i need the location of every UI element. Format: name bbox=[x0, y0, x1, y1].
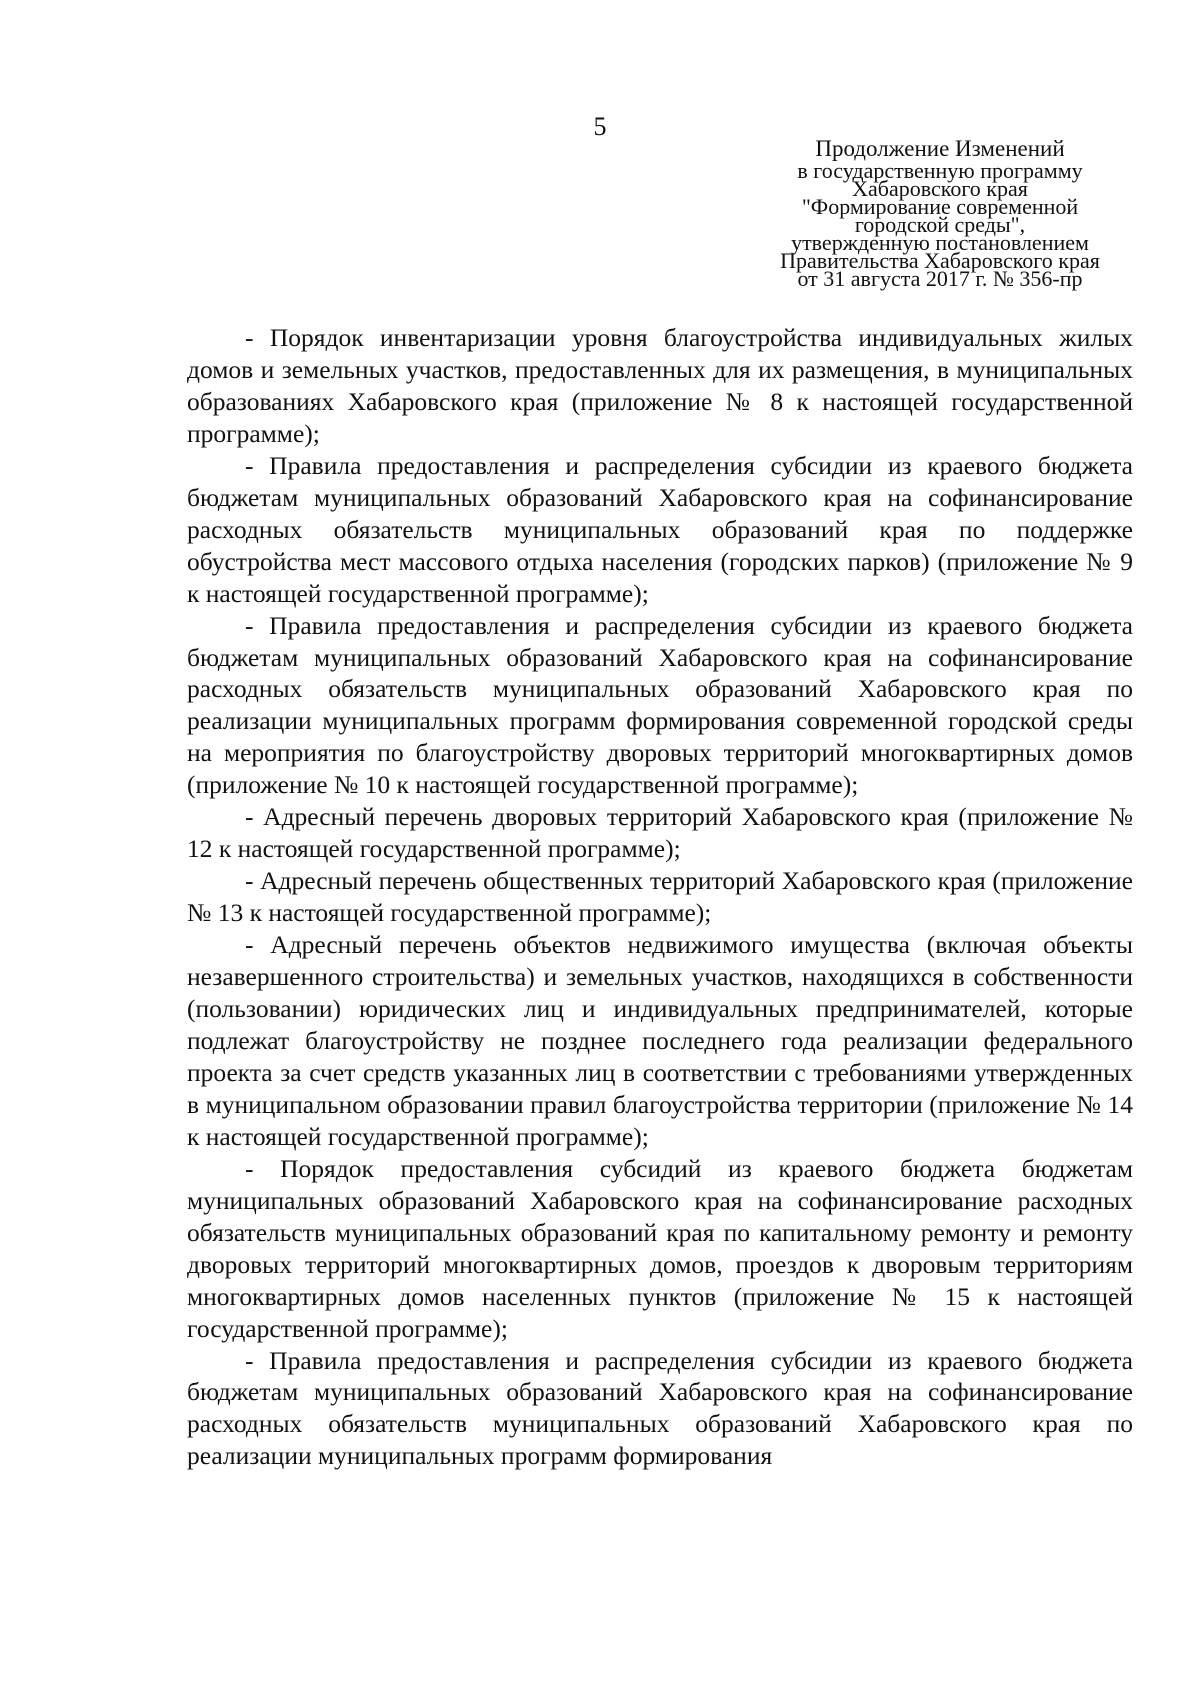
list-item-paragraph: - Порядок инвентаризации уровня благоустройства индивидуальных жилых домов и земельных участков, предоставленных для их размещения, в муниципальных образованиях Хабаровского края (приложение № 8 к настоящей государственной программе); bbox=[187, 323, 1133, 448]
list-item-paragraph: - Порядок предоставления субсидий из краевого бюджета бюджетам муниципальных образований Хабаровского края на софинансирование расходных обязательств муниципальных образований края по капитальному ремонту и ремонту дворовых территорий многоквартирных домов, проездов к дворовым территориям многоквартирных домов населенных пунктов (приложение № 15 к настоящей государственной программе); bbox=[187, 1153, 1133, 1343]
header-line: "Формирование современной bbox=[801, 194, 1079, 219]
list-item-paragraph: - Правила предоставления и распределения субсидии из краевого бюджета бюджетам муниципальных образований Хабаровского края на софинансирование расходных обязательств муниципальных образований края по поддержке обустройства мест массового отдыха населения (городских парков) (приложение № 9 к настоящей государственной программе); bbox=[187, 450, 1133, 608]
header-line: от 31 августа 2017 г. № 356-пр bbox=[797, 266, 1083, 291]
list-item-paragraph: - Правила предоставления и распределения субсидии из краевого бюджета бюджетам муниципальных образований Хабаровского края на софинансирование расходных обязательств муниципальных образований Хабаровского края по реализации муниципальных программ формирования bbox=[187, 1345, 1133, 1471]
header-line: Правительства Хабаровского края bbox=[780, 248, 1100, 273]
header-line: Хабаровского края bbox=[852, 176, 1028, 201]
header-line: Продолжение Изменений bbox=[815, 136, 1065, 161]
list-item-paragraph: - Адресный перечень объектов недвижимого имущества (включая объекты незавершенного строительства) и земельных участков, находящихся в собственности (пользовании) юридических лиц и индивидуальных предпринимателей, которые подлежат благоустройству не позднее последнего года реализации федерального проекта за счет средств указанных лиц в соответствии с требованиями утвержденных в муниципальном образовании правил благоустройства территории (приложение № 14 к настоящей государственной программе); bbox=[187, 930, 1133, 1151]
page-number: 5 bbox=[593, 112, 607, 141]
document-header bbox=[760, 136, 1120, 291]
list-item-paragraph: - Адресный перечень дворовых территорий Хабаровского края (приложение № 12 к настоящей государственной программе); bbox=[187, 802, 1133, 864]
header-line: утвержденную постановлением bbox=[791, 230, 1089, 255]
document-body bbox=[187, 322, 1133, 1472]
list-item-paragraph: - Адресный перечень общественных территорий Хабаровского края (приложение № 13 к настоящей государственной программе); bbox=[187, 866, 1133, 928]
list-item-paragraph: - Правила предоставления и распределения субсидии из краевого бюджета бюджетам муниципальных образований Хабаровского края на софинансирование расходных обязательств муниципальных образований Хабаровского края по реализации муниципальных программ формирования современной городской среды на мероприятия по благоустройству дворовых территорий многоквартирных домов (приложение № 10 к настоящей государственной программе); bbox=[187, 610, 1133, 800]
header-line: в государственную программу bbox=[797, 158, 1083, 183]
header-line: городской среды", bbox=[854, 212, 1026, 237]
